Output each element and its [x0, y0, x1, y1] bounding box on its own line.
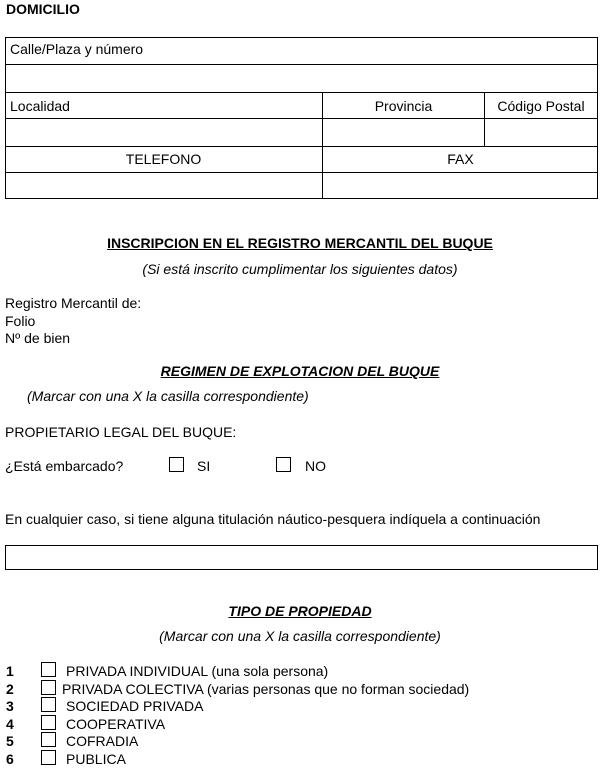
- propiedad-heading: TIPO DE PROPIEDAD: [228, 603, 372, 619]
- option-checkbox-sociedad-privada[interactable]: [41, 697, 56, 712]
- embarcado-question: ¿Está embarcado?: [5, 458, 124, 474]
- option-checkbox-privada-individual[interactable]: [41, 662, 56, 677]
- titulacion-field[interactable]: [5, 545, 598, 570]
- option-label: PRIVADA INDIVIDUAL (una sola persona): [66, 663, 329, 679]
- no-checkbox[interactable]: [276, 457, 291, 472]
- option-checkbox-cofradia[interactable]: [41, 732, 56, 747]
- no-label: NO: [305, 458, 326, 474]
- codigo-postal-field[interactable]: [486, 120, 596, 145]
- provincia-label: Provincia: [374, 98, 433, 114]
- propiedad-subtitle: (Marcar con una X la casilla correspondiente): [159, 628, 441, 644]
- option-checkbox-cooperativa[interactable]: [41, 715, 56, 730]
- fax-field[interactable]: [324, 174, 597, 198]
- telefono-field[interactable]: [6, 174, 321, 198]
- provincia-field[interactable]: [324, 120, 483, 145]
- regimen-heading: REGIMEN DE EXPLOTACION DEL BUQUE: [160, 363, 440, 379]
- option-number: 1: [6, 663, 14, 679]
- option-label: COFRADIA: [66, 733, 139, 749]
- option-number: 2: [6, 681, 14, 697]
- fax-label: FAX: [447, 151, 474, 167]
- codigo-postal-label: Código Postal: [497, 98, 585, 114]
- option-number: 4: [6, 716, 14, 732]
- si-checkbox[interactable]: [169, 457, 184, 472]
- propietario-label: PROPIETARIO LEGAL DEL BUQUE:: [5, 424, 237, 440]
- option-label: SOCIEDAD PRIVADA: [66, 698, 204, 714]
- bien-label: Nº de bien: [5, 330, 71, 346]
- option-label: PUBLICA: [66, 751, 126, 767]
- si-label: SI: [197, 458, 211, 474]
- localidad-label: Localidad: [10, 98, 70, 114]
- option-number: 3: [6, 698, 14, 714]
- option-number: 5: [6, 733, 14, 749]
- option-label: COOPERATIVA: [66, 716, 166, 732]
- option-number: 6: [6, 751, 14, 767]
- calle-field[interactable]: [6, 66, 596, 90]
- titulacion-text: En cualquier caso, si tiene alguna titulación náutico-pesquera indíquela a continuación: [5, 511, 541, 527]
- calle-label: Calle/Plaza y número: [10, 41, 144, 57]
- option-checkbox-privada-colectiva[interactable]: [41, 680, 56, 695]
- telefono-label: TELEFONO: [125, 151, 202, 167]
- domicilio-heading: DOMICILIO: [6, 1, 80, 17]
- option-checkbox-publica[interactable]: [41, 750, 56, 765]
- registro-mercantil-label: Registro Mercantil de:: [5, 295, 142, 311]
- regimen-subtitle: (Marcar con una X la casilla correspondiente): [27, 388, 309, 404]
- option-label: PRIVADA COLECTIVA (varias personas que no forman sociedad): [62, 681, 470, 697]
- registro-heading: INSCRIPCION EN EL REGISTRO MERCANTIL DEL BUQUE: [107, 235, 493, 251]
- folio-label: Folio: [5, 313, 36, 329]
- localidad-field[interactable]: [6, 120, 321, 145]
- registro-subtitle: (Si está inscrito cumplimentar los siguientes datos): [142, 261, 458, 277]
